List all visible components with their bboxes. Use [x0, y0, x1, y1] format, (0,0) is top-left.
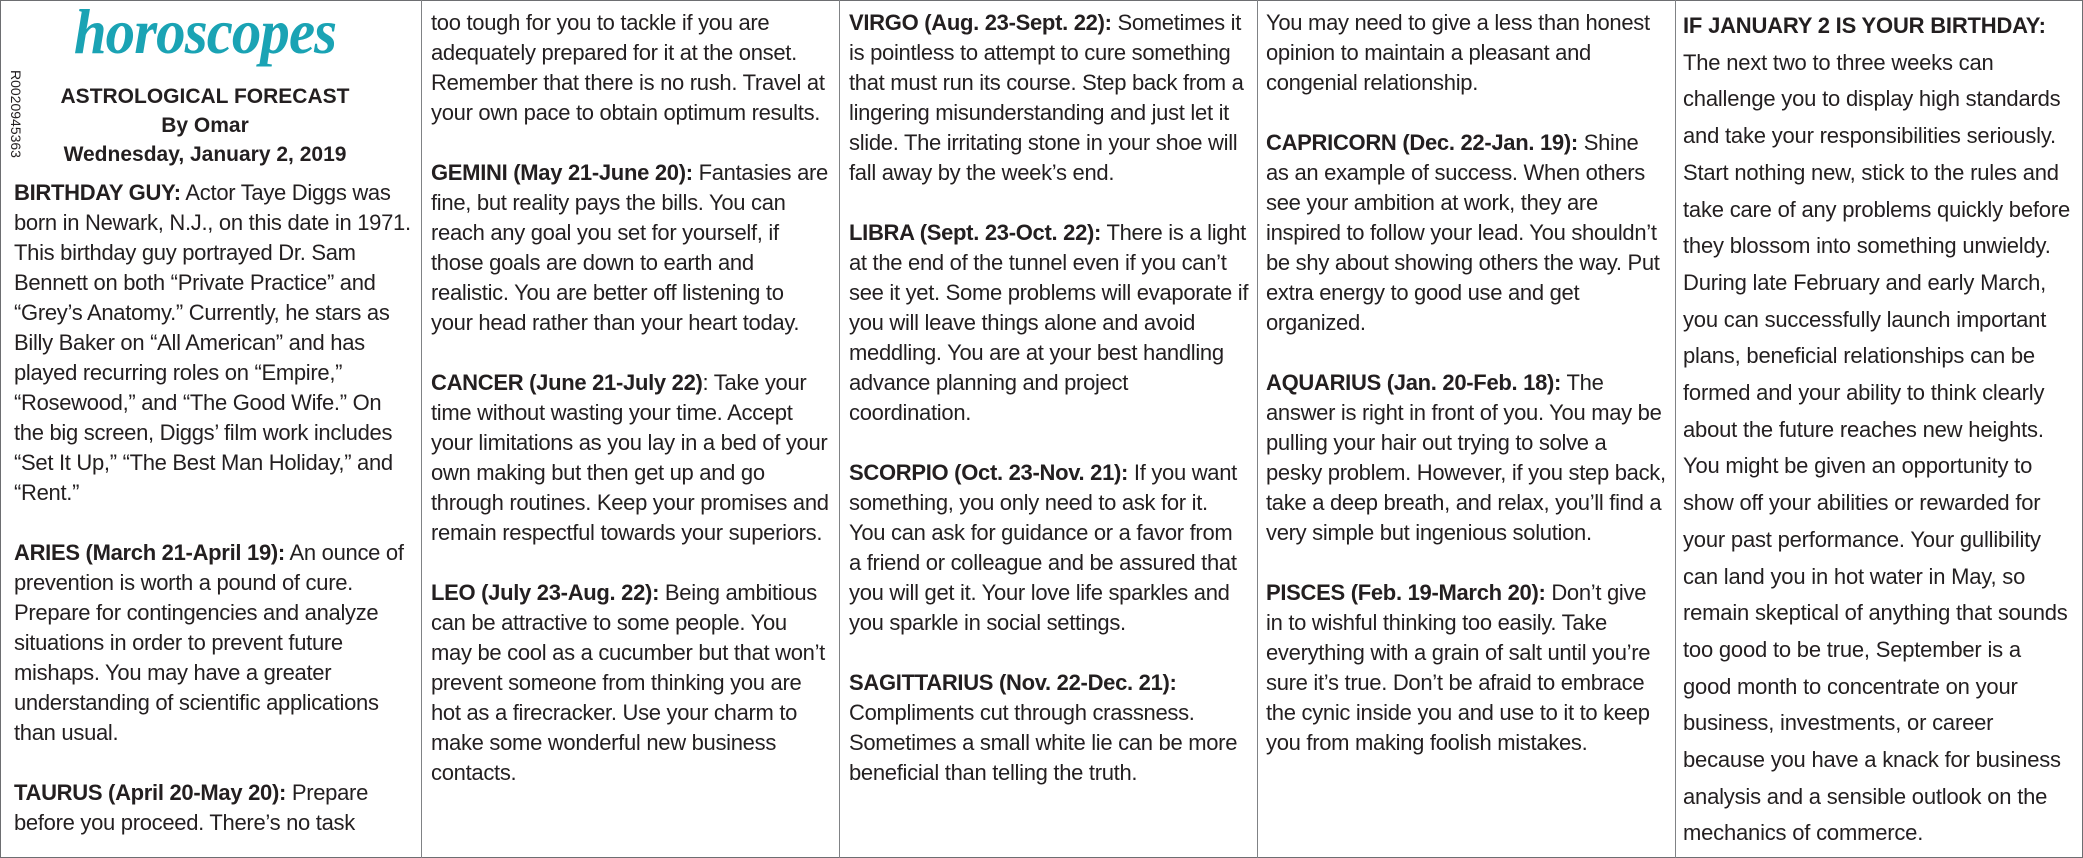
entry-heading: GEMINI (May 21-June 20):: [431, 160, 693, 185]
column-3: [849, 8, 1249, 788]
entry-heading: LIBRA (Sept. 23-Oct. 22):: [849, 220, 1102, 245]
leo-entry: [431, 578, 831, 788]
birthday-forecast: [1683, 8, 2073, 852]
entry-heading: LEO (July 23-Aug. 22):: [431, 580, 660, 605]
entry-text: Fantasies are fine, but reality pays the bills. You can reach any goal you set for yourself, if those goals are down to earth and realistic. You are better off listening to your head rather than your heart today.: [431, 160, 828, 335]
column-4: [1266, 8, 1666, 758]
entry-heading: ARIES (March 21-April 19):: [14, 540, 285, 565]
entry-heading: CAPRICORN (Dec. 22-Jan. 19):: [1266, 130, 1578, 155]
entry-text: If you want something, you only need to ask for it. You can ask for guidance or a favor from a friend or colleague and be assured that you will get it. Your love life sparkles and you sparkle in social settings.: [849, 460, 1237, 635]
entry-text: Shine as an example of success. When others see your ambition at work, they are inspired to follow your lead. You shouldn’t be shy about showing others the way. Put extra energy to good use and get organized.: [1266, 130, 1660, 335]
entry-text: Prepare before you proceed. There’s no task: [14, 780, 369, 835]
cancer-entry: [431, 368, 831, 548]
libra-entry: [849, 218, 1249, 428]
virgo-entry: [849, 8, 1249, 188]
scorpio-entry: [849, 458, 1249, 638]
entry-text: Being ambitious can be attractive to some people. You may be cool as a cucumber but that won’t prevent someone from thinking you are hot as a firecracker. Use your charm to make some wonderful new business contacts.: [431, 580, 825, 785]
aries-entry: [14, 538, 414, 748]
byline: By Omar: [161, 114, 249, 137]
entry-text: Sometimes it is pointless to attempt to cure something that must run its course. Step back from a lingering misunderstanding and just let it slide. The irritating stone in your shoe will fall away by the week’s end.: [849, 10, 1244, 185]
entry-heading: VIRGO (Aug. 23-Sept. 22):: [849, 10, 1112, 35]
birthday-guy-entry: [14, 178, 414, 508]
entry-heading: SAGITTARIUS (Nov. 22-Dec. 21):: [849, 670, 1177, 695]
masthead: [40, 0, 370, 169]
column-2: [431, 8, 831, 788]
entry-text: The answer is right in front of you. You may be pulling your hair out trying to solve a pesky problem. However, if you step back, take a deep breath, and relax, you’ll find a very simple but ingenious solution.: [1266, 370, 1666, 545]
entry-heading: TAURUS (April 20-May 20):: [14, 780, 287, 805]
taurus-entry: [14, 778, 414, 838]
entry-text: too tough for you to tackle if you are adequately prepared for it at the onset. Remember that there is no rush. Travel at your own pace to obtain optimum results.: [431, 10, 825, 125]
column-rule: [1257, 0, 1258, 858]
sagittarius-continued: [1266, 8, 1666, 98]
entry-heading: CANCER (June 21-July 22): [431, 370, 703, 395]
entry-text: Don’t give in to wishful thinking too easily. Take everything with a grain of salt until you’re sure it’s true. Don’t be afraid to embrace the cynic inside you and use to it to keep you from making foolish mistakes.: [1266, 580, 1651, 755]
sagittarius-entry: [849, 668, 1249, 788]
entry-text: There is a light at the end of the tunnel even if you can’t see it yet. Some problems will evaporate if you will leave things alone and avoid meddling. You are at your best handling advance planning and project coordination.: [849, 220, 1249, 425]
entry-text: You may need to give a less than honest opinion to maintain a pleasant and congenial relationship.: [1266, 10, 1650, 95]
pisces-entry: [1266, 578, 1666, 758]
taurus-continued: [431, 8, 831, 128]
column-rule: [421, 0, 422, 858]
gemini-entry: [431, 158, 831, 338]
column-rule: [839, 0, 840, 858]
entry-text: : Take your time without wasting your time. Accept your limitations as you lay in a bed of your own making but then get up and go through routines. Keep your promises and remain respectful towards your superiors.: [431, 370, 829, 545]
column-rule: [1675, 0, 1676, 858]
column-1: [14, 178, 414, 838]
section-subtitle: ASTROLOGICAL FORECAST: [60, 85, 350, 108]
entry-text: The next two to three weeks can challenge you to display high standards and take your responsibilities seriously. Start nothing new, stick to the rules and take care of any problems quickly before they blossom into something unwieldy. During late February and early March, you can successfully launch important plans, beneficial relationships can be formed and your ability to think clearly about the future reaches new heights. You might be given an opportunity to show off your abilities or rewarded for your past performance. Your gullibility can land you in hot water in May, so remain skeptical of anything that sounds too good to be true, September is a good month to concentrate on your business, investments, or career because you have a knack for business analysis and a sensible outlook on the mechanics of commerce.: [1683, 49, 2070, 846]
entry-heading: BIRTHDAY GUY:: [14, 180, 181, 205]
entry-heading: PISCES (Feb. 19-March 20):: [1266, 580, 1546, 605]
ad-code: R0020945363: [8, 70, 24, 158]
entry-text: Actor Taye Diggs was born in Newark, N.J., on this date in 1971. This birthday guy portrayed Dr. Sam Bennett on both “Private Practice” and “Grey’s Anatomy.” Currently, he stars as Billy Baker on “All American” and has played recurring roles on “Empire,” “Rosewood,” and “The Good Wife.” On the big screen, Diggs’ film work includes “Set It Up,” “The Best Man Holiday,” and “Rent.”: [14, 180, 411, 505]
entry-heading: AQUARIUS (Jan. 20-Feb. 18):: [1266, 370, 1562, 395]
entry-text: Compliments cut through crassness. Sometimes a small white lie can be more beneficial than telling the truth.: [849, 700, 1238, 785]
capricorn-entry: [1266, 128, 1666, 338]
horoscopes-logo: horoscopes: [73, 0, 337, 67]
entry-heading: IF JANUARY 2 IS YOUR BIRTHDAY:: [1683, 13, 2046, 38]
aquarius-entry: [1266, 368, 1666, 548]
publish-date: Wednesday, January 2, 2019: [63, 143, 347, 166]
entry-heading: SCORPIO (Oct. 23-Nov. 21):: [849, 460, 1129, 485]
entry-text: An ounce of prevention is worth a pound of cure. Prepare for contingencies and analyze situations in order to prevent future mishaps. You may have a greater understanding of scientific applications than usual.: [14, 540, 404, 745]
